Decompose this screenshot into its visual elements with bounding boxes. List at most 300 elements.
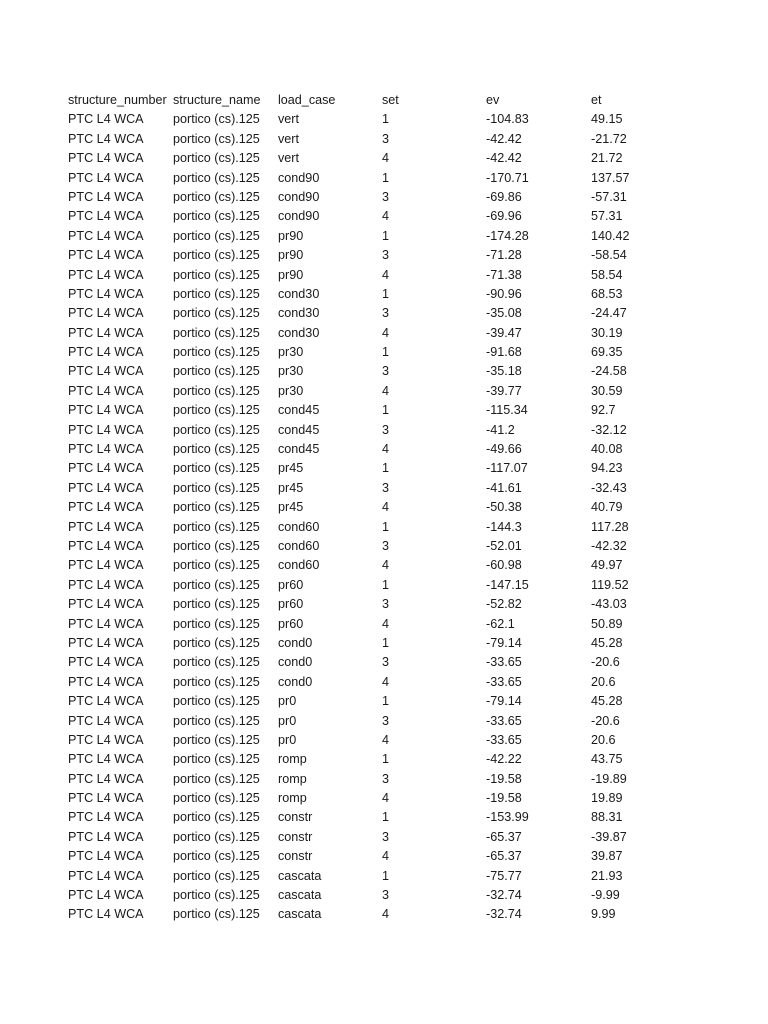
cell-structure-number: PTC L4 WCA: [68, 713, 144, 728]
cell-structure-name: portico (cs).125: [173, 791, 260, 806]
cell-et: -39.87: [591, 829, 627, 844]
cell-structure-number: PTC L4 WCA: [68, 771, 144, 786]
cell-structure-number: PTC L4 WCA: [68, 267, 144, 282]
cell-structure-name: portico (cs).125: [173, 189, 260, 204]
cell-set: 1: [382, 403, 390, 418]
table-row: [68, 905, 728, 924]
cell-set: 3: [382, 248, 390, 263]
cell-ev: -79.14: [486, 694, 522, 709]
cell-set: 3: [382, 189, 390, 204]
cell-et: 9.99: [591, 907, 616, 922]
cell-et: -32.43: [591, 480, 627, 495]
table-row: [68, 712, 728, 731]
cell-structure-name: portico (cs).125: [173, 713, 260, 728]
table-row: [68, 537, 728, 556]
cell-et: 140.42: [591, 228, 630, 243]
cell-set: 1: [382, 694, 390, 709]
cell-set: 3: [382, 829, 390, 844]
cell-ev: -41.2: [486, 422, 515, 437]
cell-structure-number: PTC L4 WCA: [68, 888, 144, 903]
cell-structure-number: PTC L4 WCA: [68, 461, 144, 476]
cell-structure-number: PTC L4 WCA: [68, 752, 144, 767]
cell-structure-name: portico (cs).125: [173, 306, 260, 321]
cell-set: 4: [382, 616, 390, 631]
table-row: [68, 847, 728, 866]
cell-ev: -32.74: [486, 907, 522, 922]
cell-set: 4: [382, 791, 390, 806]
cell-structure-number: PTC L4 WCA: [68, 306, 144, 321]
cell-ev: -115.34: [486, 403, 528, 418]
cell-set: 1: [382, 519, 390, 534]
cell-load-case: cond45: [278, 442, 320, 457]
cell-et: -20.6: [591, 713, 620, 728]
cell-ev: -60.98: [486, 558, 522, 573]
cell-load-case: cond60: [278, 519, 320, 534]
cell-set: 3: [382, 597, 390, 612]
cell-et: -20.6: [591, 655, 620, 670]
cell-structure-name: portico (cs).125: [173, 868, 260, 883]
cell-et: -57.31: [591, 189, 627, 204]
cell-structure-number: PTC L4 WCA: [68, 791, 144, 806]
cell-structure-name: portico (cs).125: [173, 907, 260, 922]
cell-ev: -42.22: [486, 752, 522, 767]
cell-ev: -49.66: [486, 442, 522, 457]
cell-load-case: romp: [278, 752, 307, 767]
cell-structure-name: portico (cs).125: [173, 732, 260, 747]
cell-set: 3: [382, 131, 390, 146]
cell-load-case: cond30: [278, 325, 320, 340]
cell-et: -9.99: [591, 888, 620, 903]
cell-structure-name: portico (cs).125: [173, 597, 260, 612]
cell-ev: -33.65: [486, 655, 522, 670]
cell-structure-number: PTC L4 WCA: [68, 228, 144, 243]
cell-load-case: pr45: [278, 480, 304, 495]
cell-structure-name: portico (cs).125: [173, 151, 260, 166]
cell-load-case: pr0: [278, 694, 297, 709]
table-row: [68, 421, 728, 440]
table-row: [68, 207, 728, 226]
cell-ev: -33.65: [486, 674, 522, 689]
table-row: [68, 808, 728, 827]
cell-structure-number: PTC L4 WCA: [68, 248, 144, 263]
cell-structure-name: portico (cs).125: [173, 694, 260, 709]
cell-set: 1: [382, 635, 390, 650]
cell-load-case: pr90: [278, 248, 304, 263]
cell-load-case: pr30: [278, 364, 304, 379]
cell-load-case: cascata: [278, 888, 322, 903]
cell-ev: -52.01: [486, 538, 522, 553]
cell-structure-number: PTC L4 WCA: [68, 538, 144, 553]
spreadsheet-page: [68, 91, 728, 925]
cell-structure-name: portico (cs).125: [173, 674, 260, 689]
cell-ev: -35.18: [486, 364, 522, 379]
cell-structure-name: portico (cs).125: [173, 267, 260, 282]
cell-set: 3: [382, 364, 390, 379]
cell-structure-name: portico (cs).125: [173, 228, 260, 243]
cell-load-case: vert: [278, 112, 299, 127]
cell-structure-number: PTC L4 WCA: [68, 694, 144, 709]
cell-set: 4: [382, 325, 390, 340]
cell-load-case: cond0: [278, 674, 313, 689]
cell-set: 1: [382, 461, 390, 476]
cell-et: 92.7: [591, 403, 616, 418]
cell-structure-name: portico (cs).125: [173, 577, 260, 592]
cell-ev: -90.96: [486, 286, 522, 301]
cell-load-case: pr60: [278, 597, 304, 612]
cell-ev: -65.37: [486, 849, 522, 864]
cell-set: 3: [382, 888, 390, 903]
cell-structure-name: portico (cs).125: [173, 849, 260, 864]
cell-load-case: cond0: [278, 655, 313, 670]
cell-set: 1: [382, 577, 390, 592]
cell-structure-number: PTC L4 WCA: [68, 519, 144, 534]
cell-et: 117.28: [591, 519, 629, 534]
cell-ev: -35.08: [486, 306, 522, 321]
cell-load-case: cond90: [278, 189, 320, 204]
cell-ev: -41.61: [486, 480, 522, 495]
cell-et: 45.28: [591, 694, 623, 709]
cell-structure-name: portico (cs).125: [173, 170, 260, 185]
cell-load-case: cond30: [278, 286, 320, 301]
cell-structure-name: portico (cs).125: [173, 500, 260, 515]
cell-set: 4: [382, 907, 390, 922]
cell-ev: -69.96: [486, 209, 522, 224]
header-row: [68, 91, 728, 110]
cell-set: 1: [382, 170, 390, 185]
cell-structure-number: PTC L4 WCA: [68, 209, 144, 224]
cell-structure-number: PTC L4 WCA: [68, 345, 144, 360]
cell-set: 1: [382, 752, 390, 767]
cell-ev: -71.38: [486, 267, 522, 282]
cell-ev: -39.77: [486, 383, 522, 398]
cell-structure-name: portico (cs).125: [173, 248, 260, 263]
cell-load-case: cascata: [278, 907, 322, 922]
cell-structure-name: portico (cs).125: [173, 888, 260, 903]
cell-ev: -174.28: [486, 228, 529, 243]
table-row: [68, 343, 728, 362]
table-row: [68, 246, 728, 265]
cell-load-case: cond0: [278, 635, 313, 650]
cell-load-case: constr: [278, 810, 313, 825]
table-row: [68, 750, 728, 769]
cell-structure-number: PTC L4 WCA: [68, 655, 144, 670]
cell-et: -42.32: [591, 538, 627, 553]
table-row: [68, 731, 728, 750]
cell-structure-number: PTC L4 WCA: [68, 674, 144, 689]
cell-set: 4: [382, 500, 390, 515]
cell-et: -24.58: [591, 364, 627, 379]
cell-ev: -33.65: [486, 713, 522, 728]
cell-load-case: cond90: [278, 209, 320, 224]
table-row: [68, 440, 728, 459]
cell-ev: -19.58: [486, 791, 522, 806]
cell-et: 19.89: [591, 791, 623, 806]
cell-et: 39.87: [591, 849, 623, 864]
cell-structure-number: PTC L4 WCA: [68, 442, 144, 457]
cell-structure-name: portico (cs).125: [173, 655, 260, 670]
cell-set: 4: [382, 442, 390, 457]
cell-set: 4: [382, 383, 390, 398]
table-row: [68, 692, 728, 711]
cell-load-case: pr0: [278, 732, 297, 747]
cell-set: 1: [382, 868, 390, 883]
cell-et: -58.54: [591, 248, 627, 263]
cell-ev: -170.71: [486, 170, 529, 185]
cell-et: 21.93: [591, 868, 623, 883]
cell-structure-name: portico (cs).125: [173, 112, 260, 127]
cell-structure-number: PTC L4 WCA: [68, 577, 144, 592]
table-row: [68, 304, 728, 323]
cell-set: 1: [382, 810, 390, 825]
cell-structure-name: portico (cs).125: [173, 403, 260, 418]
cell-structure-name: portico (cs).125: [173, 771, 260, 786]
cell-et: 20.6: [591, 732, 616, 747]
cell-load-case: pr60: [278, 577, 304, 592]
cell-structure-name: portico (cs).125: [173, 364, 260, 379]
table-row: [68, 634, 728, 653]
table-row: [68, 130, 728, 149]
cell-structure-name: portico (cs).125: [173, 422, 260, 437]
cell-structure-name: portico (cs).125: [173, 286, 260, 301]
cell-ev: -104.83: [486, 112, 529, 127]
table-row: [68, 867, 728, 886]
cell-set: 3: [382, 480, 390, 495]
cell-load-case: pr90: [278, 228, 304, 243]
cell-structure-name: portico (cs).125: [173, 829, 260, 844]
table-row: [68, 595, 728, 614]
cell-structure-name: portico (cs).125: [173, 345, 260, 360]
cell-et: 40.08: [591, 442, 623, 457]
cell-structure-number: PTC L4 WCA: [68, 597, 144, 612]
cell-et: 49.97: [591, 558, 623, 573]
cell-et: 30.59: [591, 383, 623, 398]
table-row: [68, 382, 728, 401]
cell-structure-number: PTC L4 WCA: [68, 364, 144, 379]
cell-et: -43.03: [591, 597, 627, 612]
cell-et: -24.47: [591, 306, 627, 321]
cell-set: 3: [382, 306, 390, 321]
cell-structure-name: portico (cs).125: [173, 616, 260, 631]
cell-load-case: vert: [278, 131, 299, 146]
table-row: [68, 401, 728, 420]
cell-structure-name: portico (cs).125: [173, 558, 260, 573]
cell-structure-name: portico (cs).125: [173, 538, 260, 553]
cell-structure-number: PTC L4 WCA: [68, 732, 144, 747]
cell-ev: -79.14: [486, 635, 522, 650]
cell-set: 3: [382, 771, 390, 786]
cell-ev: -91.68: [486, 345, 522, 360]
cell-set: 3: [382, 713, 390, 728]
cell-set: 4: [382, 558, 390, 573]
cell-set: 1: [382, 345, 390, 360]
table-row: [68, 285, 728, 304]
cell-structure-name: portico (cs).125: [173, 461, 260, 476]
table-row: [68, 149, 728, 168]
cell-structure-number: PTC L4 WCA: [68, 907, 144, 922]
cell-load-case: pr45: [278, 461, 304, 476]
table-row: [68, 556, 728, 575]
cell-et: 94.23: [591, 461, 623, 476]
cell-ev: -144.3: [486, 519, 522, 534]
cell-ev: -117.07: [486, 461, 528, 476]
column-header-set: set: [382, 93, 399, 107]
cell-load-case: constr: [278, 849, 313, 864]
cell-structure-number: PTC L4 WCA: [68, 810, 144, 825]
cell-set: 1: [382, 286, 390, 301]
cell-structure-name: portico (cs).125: [173, 383, 260, 398]
table-row: [68, 673, 728, 692]
table-body: [68, 110, 728, 924]
cell-structure-name: portico (cs).125: [173, 810, 260, 825]
table-row: [68, 828, 728, 847]
cell-load-case: pr0: [278, 713, 297, 728]
cell-et: -32.12: [591, 422, 627, 437]
cell-et: -19.89: [591, 771, 627, 786]
cell-structure-name: portico (cs).125: [173, 635, 260, 650]
cell-structure-number: PTC L4 WCA: [68, 849, 144, 864]
cell-load-case: cond90: [278, 170, 320, 185]
cell-structure-number: PTC L4 WCA: [68, 868, 144, 883]
cell-structure-number: PTC L4 WCA: [68, 286, 144, 301]
cell-structure-name: portico (cs).125: [173, 442, 260, 457]
cell-load-case: constr: [278, 829, 313, 844]
cell-load-case: cond30: [278, 306, 320, 321]
cell-load-case: vert: [278, 151, 299, 166]
cell-ev: -153.99: [486, 810, 529, 825]
cell-structure-name: portico (cs).125: [173, 519, 260, 534]
cell-structure-number: PTC L4 WCA: [68, 403, 144, 418]
cell-structure-name: portico (cs).125: [173, 131, 260, 146]
cell-load-case: pr30: [278, 345, 304, 360]
cell-structure-name: portico (cs).125: [173, 752, 260, 767]
cell-ev: -62.1: [486, 616, 515, 631]
cell-ev: -33.65: [486, 732, 522, 747]
cell-structure-number: PTC L4 WCA: [68, 480, 144, 495]
cell-structure-number: PTC L4 WCA: [68, 325, 144, 340]
cell-load-case: pr30: [278, 383, 304, 398]
table-row: [68, 169, 728, 188]
cell-structure-number: PTC L4 WCA: [68, 383, 144, 398]
cell-ev: -147.15: [486, 577, 529, 592]
cell-structure-number: PTC L4 WCA: [68, 829, 144, 844]
cell-ev: -52.82: [486, 597, 522, 612]
column-header-ev: ev: [486, 93, 500, 107]
table-row: [68, 362, 728, 381]
cell-structure-number: PTC L4 WCA: [68, 500, 144, 515]
cell-load-case: romp: [278, 771, 307, 786]
table-row: [68, 653, 728, 672]
cell-set: 4: [382, 732, 390, 747]
column-header-structure-name: structure_name: [173, 93, 261, 107]
cell-structure-name: portico (cs).125: [173, 480, 260, 495]
table-row: [68, 188, 728, 207]
cell-et: 20.6: [591, 674, 616, 689]
cell-et: 49.15: [591, 112, 623, 127]
table-row: [68, 518, 728, 537]
cell-structure-number: PTC L4 WCA: [68, 112, 144, 127]
cell-et: 68.53: [591, 286, 623, 301]
cell-ev: -39.47: [486, 325, 522, 340]
table-row: [68, 110, 728, 129]
cell-load-case: cond45: [278, 422, 320, 437]
cell-set: 1: [382, 228, 390, 243]
cell-et: 45.28: [591, 635, 623, 650]
table-row: [68, 498, 728, 517]
column-header-et: et: [591, 93, 602, 107]
cell-et: 50.89: [591, 616, 623, 631]
cell-set: 4: [382, 267, 390, 282]
cell-set: 3: [382, 422, 390, 437]
column-header-structure-number: structure_number: [68, 93, 167, 107]
cell-ev: -19.58: [486, 771, 522, 786]
table-row: [68, 479, 728, 498]
cell-load-case: romp: [278, 791, 307, 806]
table-row: [68, 770, 728, 789]
cell-structure-number: PTC L4 WCA: [68, 170, 144, 185]
cell-et: 21.72: [591, 151, 623, 166]
cell-et: 43.75: [591, 752, 623, 767]
cell-set: 1: [382, 112, 390, 127]
cell-load-case: cond60: [278, 558, 320, 573]
cell-load-case: cond45: [278, 403, 320, 418]
cell-set: 3: [382, 655, 390, 670]
cell-ev: -32.74: [486, 888, 522, 903]
cell-load-case: pr45: [278, 500, 304, 515]
cell-et: 40.79: [591, 500, 623, 515]
cell-set: 4: [382, 849, 390, 864]
cell-et: -21.72: [591, 131, 627, 146]
table-row: [68, 789, 728, 808]
table-row: [68, 227, 728, 246]
cell-ev: -69.86: [486, 189, 522, 204]
cell-et: 88.31: [591, 810, 623, 825]
cell-et: 119.52: [591, 577, 629, 592]
cell-structure-number: PTC L4 WCA: [68, 189, 144, 204]
cell-structure-number: PTC L4 WCA: [68, 422, 144, 437]
table-row: [68, 324, 728, 343]
cell-load-case: cond60: [278, 538, 320, 553]
cell-ev: -71.28: [486, 248, 522, 263]
cell-et: 30.19: [591, 325, 623, 340]
cell-ev: -75.77: [486, 868, 522, 883]
cell-ev: -65.37: [486, 829, 522, 844]
cell-et: 57.31: [591, 209, 623, 224]
cell-load-case: cascata: [278, 868, 322, 883]
cell-et: 137.57: [591, 170, 630, 185]
cell-structure-number: PTC L4 WCA: [68, 131, 144, 146]
cell-structure-number: PTC L4 WCA: [68, 558, 144, 573]
column-header-load-case: load_case: [278, 93, 336, 107]
cell-structure-name: portico (cs).125: [173, 325, 260, 340]
cell-load-case: pr90: [278, 267, 304, 282]
cell-set: 4: [382, 151, 390, 166]
table-row: [68, 886, 728, 905]
table-row: [68, 615, 728, 634]
cell-structure-number: PTC L4 WCA: [68, 616, 144, 631]
cell-et: 58.54: [591, 267, 623, 282]
cell-set: 4: [382, 674, 390, 689]
cell-structure-name: portico (cs).125: [173, 209, 260, 224]
table-row: [68, 459, 728, 478]
cell-load-case: pr60: [278, 616, 304, 631]
cell-et: 69.35: [591, 345, 623, 360]
table-row: [68, 266, 728, 285]
cell-structure-number: PTC L4 WCA: [68, 635, 144, 650]
table-row: [68, 576, 728, 595]
cell-structure-number: PTC L4 WCA: [68, 151, 144, 166]
cell-set: 3: [382, 538, 390, 553]
cell-set: 4: [382, 209, 390, 224]
